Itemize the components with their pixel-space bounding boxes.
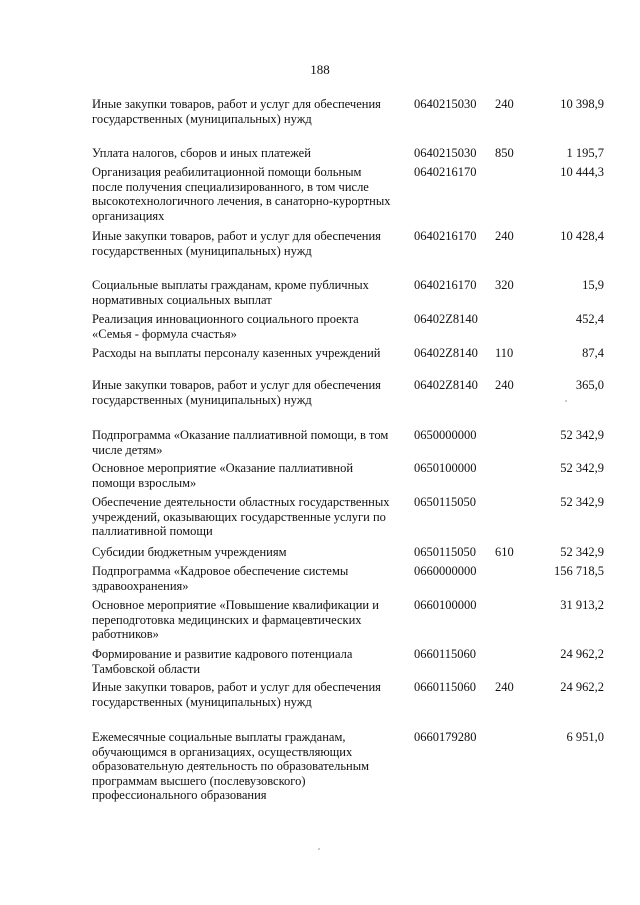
row-amount: 15,9 bbox=[582, 278, 604, 292]
row-expense-type: 240 bbox=[495, 97, 514, 111]
row-code: 06402Z8140 bbox=[414, 346, 478, 360]
row-code: 0660000000 bbox=[414, 564, 477, 578]
row-amount: 6 951,0 bbox=[566, 730, 604, 744]
row-amount: 10 398,9 bbox=[560, 97, 604, 111]
row-description: Иные закупки товаров, работ и услуг для обеспечения государственных (муниципальных) нужд bbox=[92, 97, 381, 126]
row-amount: 52 342,9 bbox=[560, 428, 604, 442]
row-description: Расходы на выплаты персоналу казенных учреждений bbox=[92, 346, 381, 360]
row-amount: 10 428,4 bbox=[560, 229, 604, 243]
row-code: 06402Z8140 bbox=[414, 378, 478, 392]
row-description: Ежемесячные социальные выплаты гражданам, обучающимся в организациях, осуществляющих образовательную деятельность по образовательным программам высшего (послевузовского) профессионального образования bbox=[92, 730, 370, 802]
row-code: 0640216170 bbox=[414, 278, 477, 292]
row-code: 0660115060 bbox=[414, 680, 477, 694]
row-description: Основное мероприятие «Повышение квалификации и переподготовка медицинских и фармацевтических работников» bbox=[92, 598, 379, 641]
row-amount: 1 195,7 bbox=[566, 146, 604, 160]
row-expense-type: 240 bbox=[495, 680, 514, 694]
row-code: 06402Z8140 bbox=[414, 312, 478, 326]
row-expense-type: 850 bbox=[495, 146, 514, 160]
row-description: Социальные выплаты гражданам, кроме публичных нормативных социальных выплат bbox=[92, 278, 369, 307]
row-description: Формирование и развитие кадрового потенциала Тамбовской области bbox=[92, 647, 353, 676]
scan-speck bbox=[565, 400, 567, 402]
row-amount: 365,0 bbox=[575, 378, 604, 392]
row-code: 0660179280 bbox=[414, 730, 477, 744]
row-amount: 24 962,2 bbox=[560, 647, 604, 661]
row-amount: 52 342,9 bbox=[560, 495, 604, 509]
row-amount: 52 342,9 bbox=[560, 545, 604, 559]
row-description: Уплата налогов, сборов и иных платежей bbox=[92, 146, 311, 160]
row-amount: 31 913,2 bbox=[560, 598, 604, 612]
row-code: 0650000000 bbox=[414, 428, 477, 442]
row-description: Обеспечение деятельности областных государственных учреждений, оказывающих государственные услуги по паллиативной помощи bbox=[92, 495, 390, 538]
row-description: Основное мероприятие «Оказание паллиативной помощи взрослым» bbox=[92, 461, 354, 490]
row-amount: 156 718,5 bbox=[554, 564, 604, 578]
row-description: Субсидии бюджетным учреждениям bbox=[92, 545, 287, 559]
row-description: Иные закупки товаров, работ и услуг для обеспечения государственных (муниципальных) нужд bbox=[92, 680, 381, 709]
row-code: 0650100000 bbox=[414, 461, 477, 475]
row-expense-type: 240 bbox=[495, 229, 514, 243]
row-expense-type: 610 bbox=[495, 545, 514, 559]
row-code: 0650115050 bbox=[414, 545, 477, 559]
row-amount: 87,4 bbox=[582, 346, 604, 360]
row-description: Реализация инновационного социального проекта «Семья - формула счастья» bbox=[92, 312, 359, 341]
row-code: 0640216170 bbox=[414, 165, 477, 179]
row-code: 0640216170 bbox=[414, 229, 477, 243]
row-code: 0660100000 bbox=[414, 598, 477, 612]
row-expense-type: 320 bbox=[495, 278, 514, 292]
scan-speck bbox=[318, 848, 320, 850]
row-code: 0640215030 bbox=[414, 146, 477, 160]
row-expense-type: 110 bbox=[495, 346, 514, 360]
row-amount: 52 342,9 bbox=[560, 461, 604, 475]
row-description: Подпрограмма «Кадровое обеспечение системы здравоохранения» bbox=[92, 564, 349, 593]
row-code: 0650115050 bbox=[414, 495, 477, 509]
row-description: Иные закупки товаров, работ и услуг для обеспечения государственных (муниципальных) нужд bbox=[92, 378, 381, 407]
row-code: 0640215030 bbox=[414, 97, 477, 111]
row-description: Организация реабилитационной помощи больным после получения специализированного, в том числе высокотехнологичного лечения, в санаторно-курортных организациях bbox=[92, 165, 391, 223]
row-code: 0660115060 bbox=[414, 647, 477, 661]
row-amount: 452,4 bbox=[575, 312, 604, 326]
row-description: Иные закупки товаров, работ и услуг для обеспечения государственных (муниципальных) нужд bbox=[92, 229, 381, 258]
row-amount: 10 444,3 bbox=[560, 165, 604, 179]
row-amount: 24 962,2 bbox=[560, 680, 604, 694]
row-description: Подпрограмма «Оказание паллиативной помощи, в том числе детям» bbox=[92, 428, 389, 457]
page-number: 188 bbox=[310, 62, 330, 77]
row-expense-type: 240 bbox=[495, 378, 514, 392]
